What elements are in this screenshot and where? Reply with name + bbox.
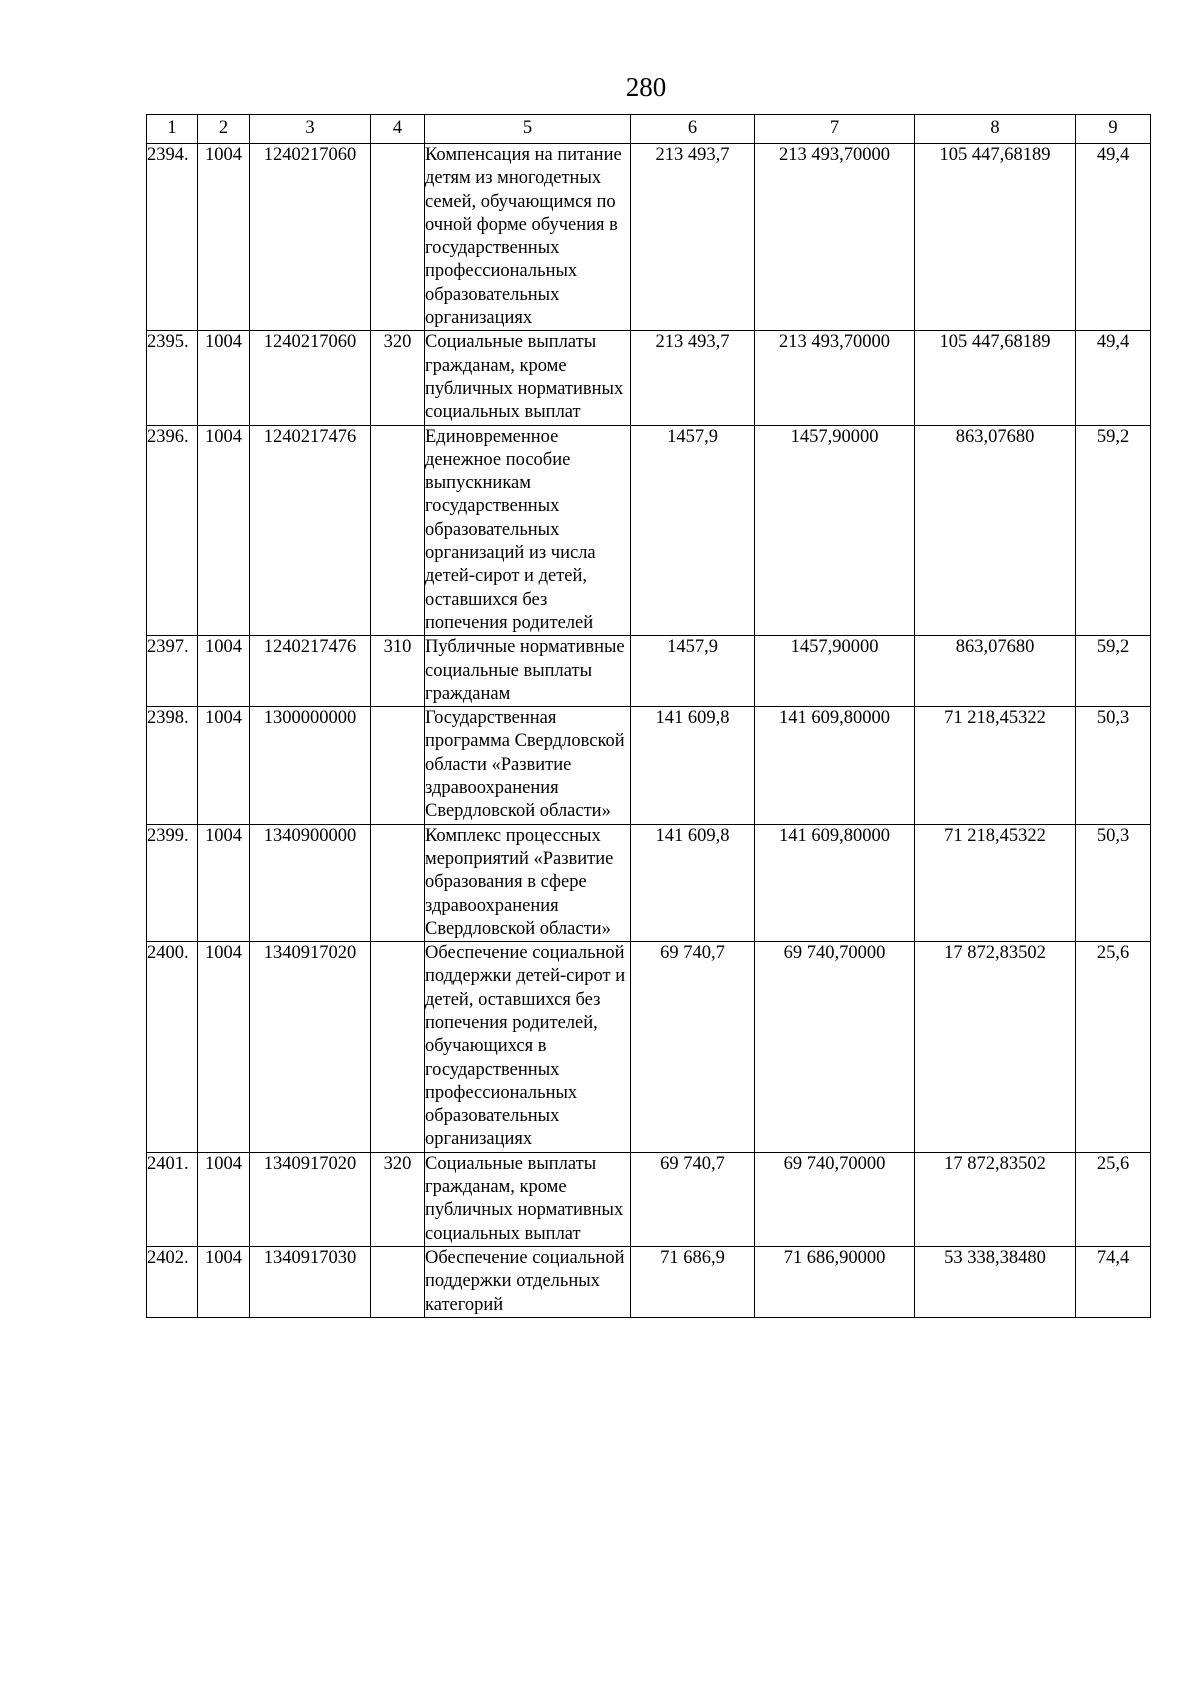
- section-code: 1004: [198, 942, 250, 1153]
- column-header: 3: [250, 115, 371, 144]
- table-row: [147, 1152, 1151, 1246]
- value-col6: 69 740,7: [631, 942, 755, 1153]
- value-col7: 213 493,70000: [755, 144, 915, 331]
- table-row: [147, 707, 1151, 824]
- column-header: 5: [425, 115, 631, 144]
- item-name: Публичные нормативные социальные выплаты гражданам: [425, 636, 631, 707]
- value-col9: 49,4: [1076, 144, 1151, 331]
- value-col6: 69 740,7: [631, 1152, 755, 1246]
- value-col7: 71 686,90000: [755, 1246, 915, 1317]
- expense-type: [371, 1246, 425, 1317]
- expense-type: [371, 942, 425, 1153]
- value-col7: 213 493,70000: [755, 331, 915, 425]
- value-col8: 863,07680: [915, 636, 1076, 707]
- value-col6: 1457,9: [631, 425, 755, 636]
- value-col6: 1457,9: [631, 636, 755, 707]
- value-col6: 213 493,7: [631, 331, 755, 425]
- value-col9: 50,3: [1076, 824, 1151, 941]
- item-name: Социальные выплаты гражданам, кроме публичных нормативных социальных выплат: [425, 331, 631, 425]
- value-col7: 69 740,70000: [755, 1152, 915, 1246]
- section-code: 1004: [198, 1246, 250, 1317]
- row-number: 2395.: [147, 331, 198, 425]
- section-code: 1004: [198, 144, 250, 331]
- row-number: 2397.: [147, 636, 198, 707]
- table-row: [147, 1246, 1151, 1317]
- target-code: 1240217060: [250, 331, 371, 425]
- value-col8: 105 447,68189: [915, 144, 1076, 331]
- table-row: [147, 144, 1151, 331]
- column-header: 6: [631, 115, 755, 144]
- value-col7: 69 740,70000: [755, 942, 915, 1153]
- value-col9: 59,2: [1076, 636, 1151, 707]
- value-col8: 17 872,83502: [915, 1152, 1076, 1246]
- header-row: [147, 115, 1151, 144]
- item-name: Единовременное денежное пособие выпускникам государственных образовательных организаций из числа детей-сирот и детей, оставшихся без попечения родителей: [425, 425, 631, 636]
- expense-type: 320: [371, 1152, 425, 1246]
- column-header: 4: [371, 115, 425, 144]
- expense-type: [371, 707, 425, 824]
- table-row: [147, 425, 1151, 636]
- value-col7: 1457,90000: [755, 636, 915, 707]
- page-number: 280: [625, 72, 667, 102]
- section-code: 1004: [198, 425, 250, 636]
- value-col8: 863,07680: [915, 425, 1076, 636]
- value-col7: 141 609,80000: [755, 824, 915, 941]
- table-row: [147, 636, 1151, 707]
- value-col9: 25,6: [1076, 1152, 1151, 1246]
- table-row: [147, 331, 1151, 425]
- value-col6: 141 609,8: [631, 824, 755, 941]
- column-header: 7: [755, 115, 915, 144]
- row-number: 2401.: [147, 1152, 198, 1246]
- table-row: [147, 942, 1151, 1153]
- section-code: 1004: [198, 824, 250, 941]
- section-code: 1004: [198, 1152, 250, 1246]
- value-col6: 71 686,9: [631, 1246, 755, 1317]
- value-col8: 53 338,38480: [915, 1246, 1076, 1317]
- target-code: 1340917030: [250, 1246, 371, 1317]
- row-number: 2400.: [147, 942, 198, 1153]
- value-col9: 74,4: [1076, 1246, 1151, 1317]
- value-col8: 17 872,83502: [915, 942, 1076, 1153]
- expense-type: [371, 144, 425, 331]
- column-header: 1: [147, 115, 198, 144]
- item-name: Обеспечение социальной поддержки детей-сирот и детей, оставшихся без попечения родителей, обучающихся в государственных профессиональных образовательных организациях: [425, 942, 631, 1153]
- target-code: 1340900000: [250, 824, 371, 941]
- row-number: 2399.: [147, 824, 198, 941]
- value-col6: 141 609,8: [631, 707, 755, 824]
- budget-table: [146, 114, 1151, 1318]
- target-code: 1240217476: [250, 636, 371, 707]
- item-name: Социальные выплаты гражданам, кроме публичных нормативных социальных выплат: [425, 1152, 631, 1246]
- row-number: 2394.: [147, 144, 198, 331]
- row-number: 2398.: [147, 707, 198, 824]
- target-code: 1340917020: [250, 942, 371, 1153]
- value-col9: 50,3: [1076, 707, 1151, 824]
- column-header: 8: [915, 115, 1076, 144]
- target-code: 1300000000: [250, 707, 371, 824]
- value-col6: 213 493,7: [631, 144, 755, 331]
- row-number: 2396.: [147, 425, 198, 636]
- row-number: 2402.: [147, 1246, 198, 1317]
- target-code: 1240217476: [250, 425, 371, 636]
- item-name: Комплекс процессных мероприятий «Развитие образования в сфере здравоохранения Свердловской области»: [425, 824, 631, 941]
- expense-type: 320: [371, 331, 425, 425]
- value-col8: 71 218,45322: [915, 707, 1076, 824]
- target-code: 1240217060: [250, 144, 371, 331]
- item-name: Компенсация на питание детям из многодетных семей, обучающимся по очной форме обучения в государственных профессиональных образовательных организациях: [425, 144, 631, 331]
- column-header: 2: [198, 115, 250, 144]
- value-col8: 71 218,45322: [915, 824, 1076, 941]
- section-code: 1004: [198, 707, 250, 824]
- value-col8: 105 447,68189: [915, 331, 1076, 425]
- section-code: 1004: [198, 636, 250, 707]
- value-col7: 141 609,80000: [755, 707, 915, 824]
- expense-type: [371, 425, 425, 636]
- item-name: Государственная программа Свердловской области «Развитие здравоохранения Свердловской области»: [425, 707, 631, 824]
- value-col7: 1457,90000: [755, 425, 915, 636]
- table-row: [147, 824, 1151, 941]
- expense-type: 310: [371, 636, 425, 707]
- item-name: Обеспечение социальной поддержки отдельных категорий: [425, 1246, 631, 1317]
- value-col9: 25,6: [1076, 942, 1151, 1153]
- value-col9: 49,4: [1076, 331, 1151, 425]
- section-code: 1004: [198, 331, 250, 425]
- expense-type: [371, 824, 425, 941]
- target-code: 1340917020: [250, 1152, 371, 1246]
- column-header: 9: [1076, 115, 1151, 144]
- value-col9: 59,2: [1076, 425, 1151, 636]
